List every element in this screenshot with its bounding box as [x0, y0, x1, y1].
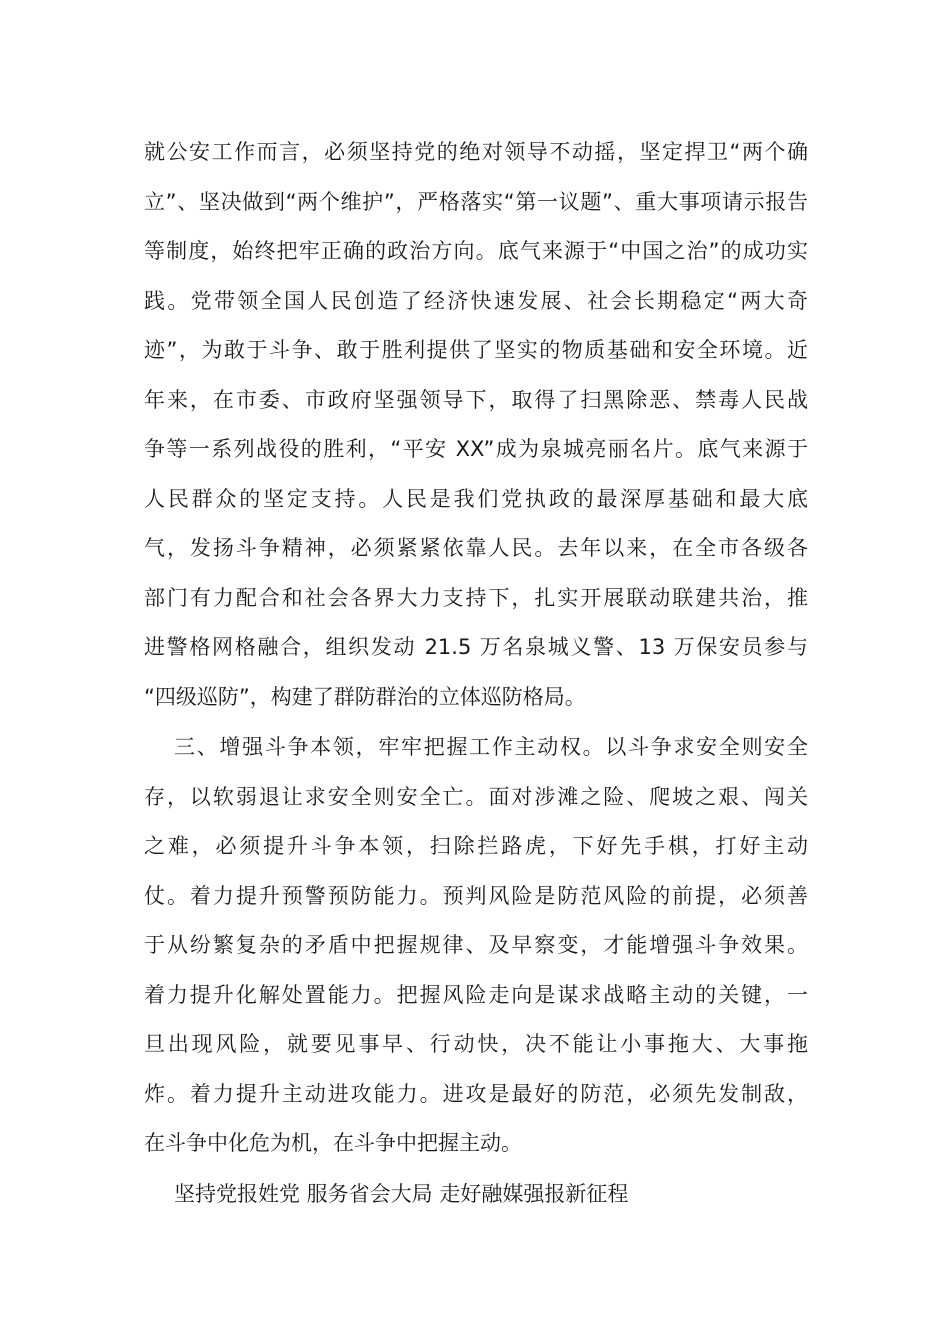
paragraph-line: 年来，在市委、市政府坚强领导下，取得了扫黑除恶、禁毒人民战	[144, 387, 808, 412]
paragraph-line: 人民群众的坚定支持。人民是我们党执政的最深厚基础和最大底	[144, 486, 808, 511]
paragraph-line: 气，发扬斗争精神，必须紧紧依靠人民。去年以来，在全市各级各	[144, 536, 808, 560]
paragraph-line: 在斗争中化危为机，在斗争中把握主动。	[144, 1131, 522, 1155]
paragraph-line: 之难，必须提升斗争本领，扫除拦路虎，下好先手棋，打好主动	[144, 834, 808, 858]
paragraph-line: 迹”，为敢于斗争、敢于胜利提供了坚实的物质基础和安全环境。近	[144, 338, 808, 362]
paragraph-line: “四级巡防”，构建了群防群治的立体巡防格局。	[144, 684, 586, 709]
paragraph-line: 着力提升化解处置能力。把握风险走向是谋求战略主动的关键，一	[144, 982, 808, 1007]
next-article-title	[144, 1170, 808, 1220]
paragraph-line: 炸。着力提升主动进攻能力。进攻是最好的防范，必须先发制敌，	[144, 1081, 808, 1106]
paragraph-line: 存，以软弱退让求安全则安全亡。面对涉滩之险、爬坡之艰、闯关	[144, 784, 808, 809]
paragraph-line: 三、增强斗争本领，牢牢把握工作主动权。以斗争求安全则安全	[174, 735, 808, 759]
paragraph-2	[144, 723, 808, 1169]
paragraph-line: 立”、坚决做到“两个维护”，严格落实“第一议题”、重大事项请示报告	[144, 189, 808, 214]
paragraph-line: 旦出现风险，就要见事早、行动快，决不能让小事拖大、大事拖	[144, 1032, 808, 1056]
paragraph-line: 等制度，始终把牢正确的政治方向。底气来源于“中国之治”的成功实	[144, 239, 808, 263]
paragraph-line: 仗。着力提升预警预防能力。预判风险是防范风险的前提，必须善	[144, 883, 808, 908]
paragraph-line: 部门有力配合和社会各界大力支持下，扎实开展联动联建共治，推	[144, 585, 808, 610]
paragraph-line: 于从纷繁复杂的矛盾中把握规律、及早察变，才能增强斗争效果。	[144, 933, 808, 957]
paragraph-line: 进警格网格融合，组织发动 21.5 万名泉城义警、13 万保安员参与	[144, 635, 808, 659]
paragraph-line: 就公安工作而言，必须坚持党的绝对领导不动摇，坚定捍卫“两个确	[144, 140, 808, 164]
next-article-title-text: 坚持党报姓党 服务省会大局 走好融媒强报新征程	[174, 1182, 629, 1206]
paragraph-line: 践。党带领全国人民创造了经济快速发展、社会长期稳定“两大奇	[144, 288, 808, 313]
paragraph-1	[144, 128, 808, 722]
paragraph-line: 争等一系列战役的胜利，“平安 XX”成为泉城亮丽名片。底气来源于	[144, 437, 808, 461]
